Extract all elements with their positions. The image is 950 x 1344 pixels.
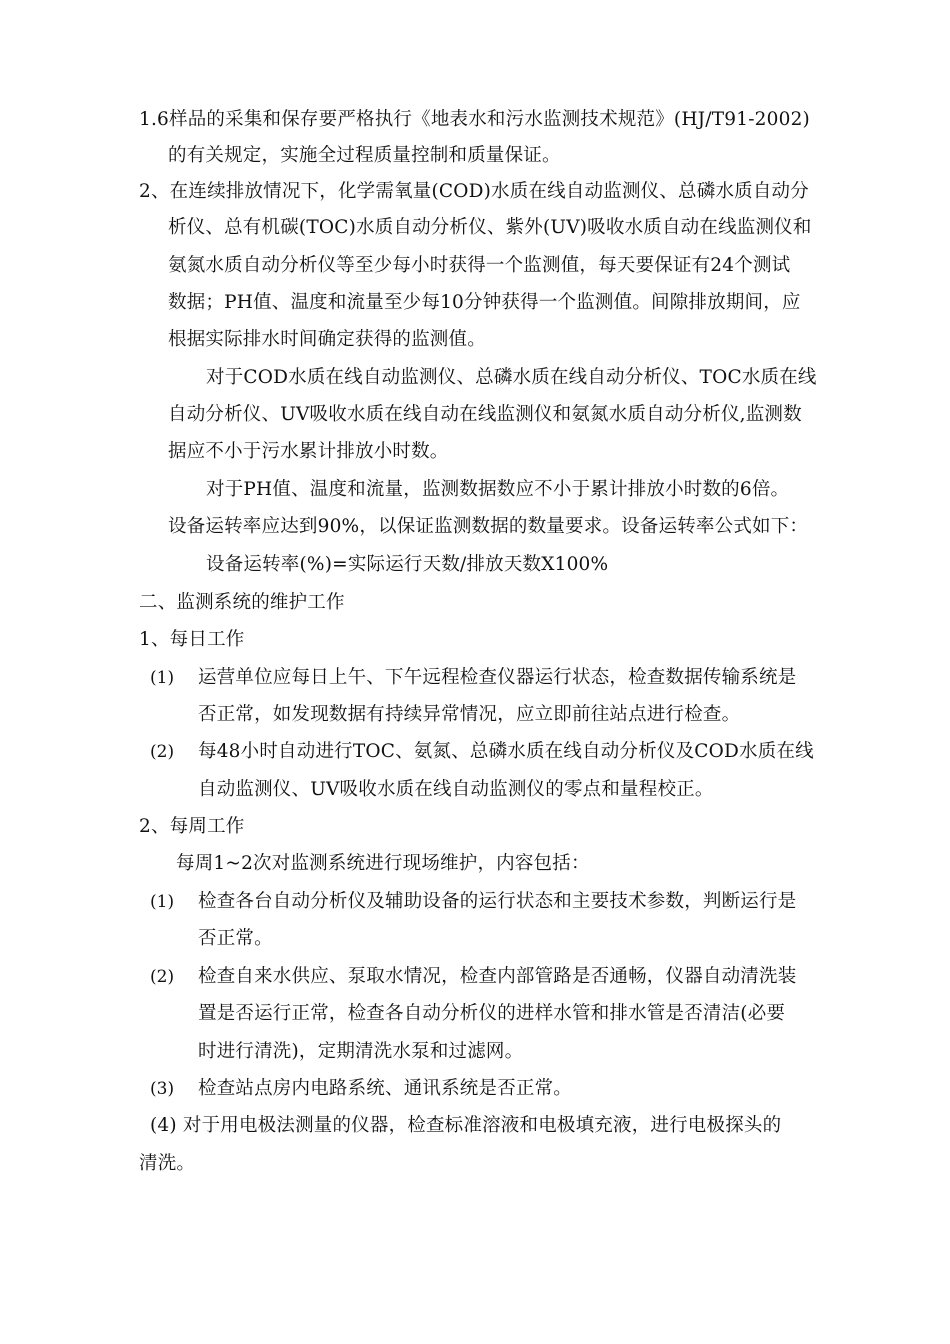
daily-item-2-line-2: 自动监测仪、UV吸收水质在线自动监测仪的零点和量程校正。	[198, 779, 714, 800]
weekly-item-4-line-1: (4) 对于用电极法测量的仪器，检查标准溶液和电极填充液，进行电极探头的	[150, 1115, 782, 1136]
weekly-item-3-line-1: 检查站点房内电路系统、通讯系统是否正常。	[198, 1078, 573, 1099]
weekly-item-2-line-2: 置是否运行正常，检查各自动分析仪的进样水管和排水管是否清洁(必要	[198, 1003, 786, 1024]
weekly-item-1-line-1: 检查各台自动分析仪及辅助设备的运行状态和主要技术参数，判断运行是	[198, 891, 797, 912]
paragraph-4-line-2: 设备运转率应达到90%，以保证监测数据的数量要求。设备运转率公式如下：	[168, 516, 809, 537]
paragraph-3-line-1: 对于COD水质在线自动监测仪、总磷水质在线自动分析仪、TOC水质在线	[206, 367, 817, 388]
daily-item-1-line-2: 否正常，如发现数据有持续异常情况，应立即前往站点进行检查。	[198, 704, 741, 725]
paragraph-2-line-1: 2、在连续排放情况下，化学需氧量(COD)水质在线自动监测仪、总磷水质自动分	[139, 181, 809, 202]
weekly-item-2-line-1: 检查自来水供应、泵取水情况，检查内部管路是否通畅，仪器自动清洗装	[198, 966, 797, 987]
paragraph-1-6-line-1: 1.6样品的采集和保存要严格执行《地表水和污水监测技术规范》(HJ/T91-2002)	[139, 109, 810, 130]
weekly-work-heading: 2、每周工作	[139, 816, 245, 837]
daily-item-1-number: (1)	[150, 668, 175, 688]
weekly-item-1-line-2: 否正常。	[198, 928, 273, 949]
paragraph-2-line-2: 析仪、总有机碳(TOC)水质自动分析仪、紫外(UV)吸收水质自动在线监测仪和	[168, 217, 812, 238]
paragraph-1-6-line-2: 的有关规定，实施全过程质量控制和质量保证。	[168, 145, 561, 166]
daily-item-2-line-1: 每48小时自动进行TOC、氨氮、总磷水质在线自动分析仪及COD水质在线	[198, 741, 814, 762]
weekly-item-2-line-3: 时进行清洗)，定期清洗水泵和过滤网。	[198, 1041, 524, 1062]
daily-work-heading: 1、每日工作	[139, 629, 245, 650]
weekly-item-4-line-2: 清洗。	[139, 1153, 196, 1174]
formula-line: 设备运转率(%)=实际运行天数/排放天数X100%	[206, 554, 609, 575]
paragraph-2-line-3: 氨氮水质自动分析仪等至少每小时获得一个监测值，每天要保证有24个测试	[168, 255, 791, 276]
paragraph-3-line-3: 据应不小于污水累计排放小时数。	[168, 441, 449, 462]
paragraph-4-line-1: 对于PH值、温度和流量，监测数据数应不小于累计排放小时数的6倍。	[206, 479, 790, 500]
weekly-intro-line: 每周1~2次对监测系统进行现场维护，内容包括：	[176, 853, 590, 874]
weekly-item-1-number: (1)	[150, 892, 175, 912]
daily-item-2-number: (2)	[150, 742, 175, 762]
daily-item-1-line-1: 运营单位应每日上午、下午远程检查仪器运行状态，检查数据传输系统是	[198, 667, 797, 688]
paragraph-2-line-5: 根据实际排水时间确定获得的监测值。	[168, 329, 486, 350]
paragraph-2-line-4: 数据；PH值、温度和流量至少每10分钟获得一个监测值。间隙排放期间，应	[168, 292, 801, 313]
section-2-heading: 二、监测系统的维护工作	[139, 592, 345, 613]
weekly-item-2-number: (2)	[150, 967, 175, 987]
weekly-item-3-number: (3)	[150, 1079, 175, 1099]
paragraph-3-line-2: 自动分析仪、UV吸收水质在线自动在线监测仪和氨氮水质自动分析仪,监测数	[168, 404, 802, 425]
